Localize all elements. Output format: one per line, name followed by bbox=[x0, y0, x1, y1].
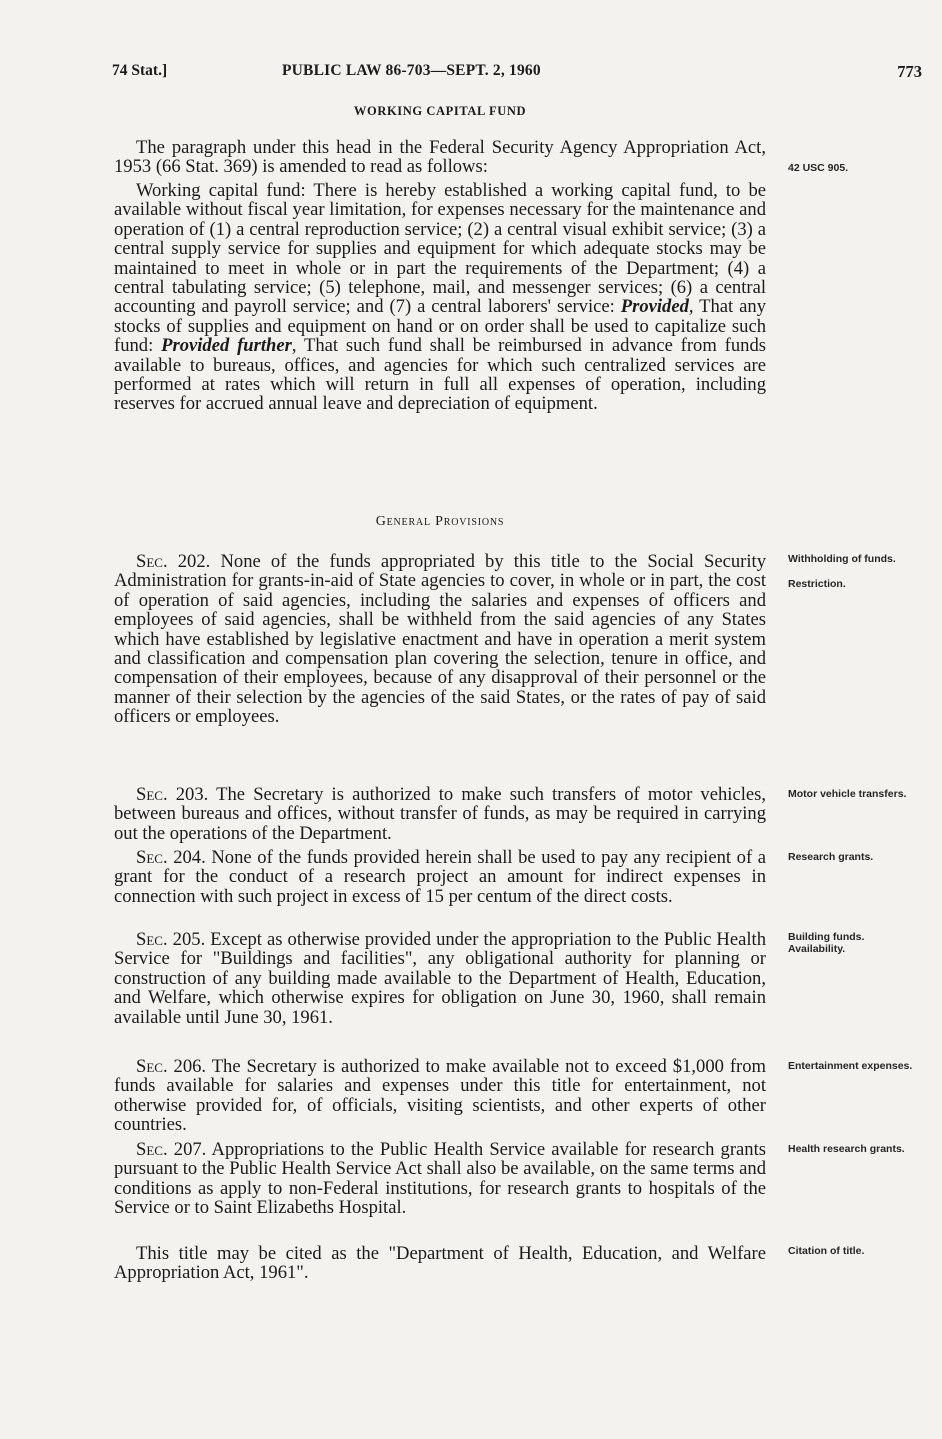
section-204 bbox=[114, 848, 766, 906]
page-number: 773 bbox=[897, 62, 922, 81]
section-202 bbox=[114, 552, 766, 727]
margin-note-restriction: Restriction. bbox=[788, 578, 846, 590]
wcf-text-c: , That such fund shall be reimbursed in advance from funds available to bureaus, offices, and agencies for which such centralized services are performed at rates which will return in full all expenses of operation, including reserves for accrued annual leave and depreciation of equipment. bbox=[114, 335, 766, 415]
page-header bbox=[112, 62, 922, 86]
margin-note-availability: Availability. bbox=[788, 943, 846, 955]
provided-term: Provided bbox=[620, 296, 689, 318]
margin-note-usc: 42 USC 905. bbox=[788, 162, 849, 174]
citation-paragraph: This title may be cited as the "Department of Health, Education, and Welfare Appropriation Act, 1961". bbox=[114, 1243, 766, 1284]
wcf-text-b: , That any stocks of supplies and equipment on hand or on order shall be used to capitalize such fund: bbox=[114, 296, 767, 357]
section-heading-working-capital-fund: WORKING CAPITAL FUND bbox=[353, 104, 527, 118]
section-207-text: Appropriations to the Public Health Service available for research grants pursuant to the Public Health Service Act shall also be available, on the same terms and conditions as apply to non-Federal institutions, for research grants to hospitals of the Service or to Saint Elizabeths Hospital. bbox=[114, 1139, 767, 1219]
margin-note-building-funds: Building funds. bbox=[788, 931, 865, 943]
section-204-text: None of the funds provided herein shall be used to pay any recipient of a grant for the conduct of a research project an amount for indirect expenses in connection with such project in excess of 15 per centum of the direct costs. bbox=[114, 847, 767, 907]
section-203 bbox=[114, 785, 766, 843]
margin-note-research-grants: Research grants. bbox=[788, 851, 874, 863]
section-206 bbox=[114, 1057, 766, 1135]
provided-further-term: Provided further bbox=[161, 335, 292, 357]
section-205-label: Sec. 205. bbox=[136, 929, 206, 950]
margin-note-motor-vehicle: Motor vehicle transfers. bbox=[788, 788, 907, 800]
margin-note-health-research: Health research grants. bbox=[788, 1143, 905, 1155]
volume-reference: 74 Stat.] bbox=[112, 62, 168, 79]
section-203-text: The Secretary is authorized to make such transfers of motor vehicles, between bureaus and offices, without transfer of funds, as may be required in carrying out the operations of the Department. bbox=[114, 784, 766, 844]
margin-note-citation: Citation of title. bbox=[788, 1245, 865, 1257]
margin-note-withholding: Withholding of funds. bbox=[788, 553, 896, 565]
section-heading-general-provisions: General Provisions bbox=[375, 514, 505, 529]
law-title: PUBLIC LAW 86-703—SEPT. 2, 1960 bbox=[282, 62, 541, 79]
section-205-text: Except as otherwise provided under the appropriation to the Public Health Service for "Buildings and facilities", any obligational authority for planning or construction of any building made available to the Department of Health, Education, and Welfare, which otherwise expires for obligation on June 30, 1960, shall remain available until June 30, 1961. bbox=[114, 929, 766, 1028]
paragraph-amendment: The paragraph under this head in the Federal Security Agency Appropriation Act, 1953 (66 Stat. 369) is amended to read as follows: bbox=[114, 137, 766, 178]
wcf-text-a: Working capital fund: There is hereby established a working capital fund, to be available without fiscal year limitation, for expenses necessary for the maintenance and operation of (1) a central reproduction service; (2) a central visual exhibit service; (3) a central supply service for supplies and equipment for which adequate stocks may be maintained to meet in whole or in part the requirements of the Department; (4) a central tabulating service; (5) telephone, mail, and messenger services; (6) a central accounting and payroll service; and (7) a central laborers' service: bbox=[114, 180, 766, 318]
section-203-label: Sec. 203. bbox=[136, 784, 209, 805]
section-206-text: The Secretary is authorized to make available not to exceed $1,000 from funds available for salaries and expenses under this title for entertainment, not otherwise provided for, of officials, visiting scientists, and other experts of other countries. bbox=[114, 1056, 766, 1136]
paragraph-working-capital-fund bbox=[114, 181, 766, 414]
section-202-label: Sec. 202. bbox=[136, 551, 211, 572]
section-202-text: None of the funds appropriated by this title to the Social Security Administration for grants-in-aid of State agencies to cover, in whole or in part, the cost of operation of said agencies, including the salaries and expenses of officers and employees of said agencies, shall be withheld from the said agencies of any States which have established by legislative enactment and have in operation a merit system and classification and compensation plan covering the selection, tenure in office, and compensation of their employees, because of any disapproval of their personnel or the manner of their selection by the agencies of the said States, or the rates of pay of said officers or employees. bbox=[114, 551, 767, 728]
margin-note-entertainment: Entertainment expenses. bbox=[788, 1060, 913, 1072]
section-207 bbox=[114, 1140, 766, 1218]
section-206-label: Sec. 206. bbox=[136, 1056, 207, 1077]
section-204-label: Sec. 204. bbox=[136, 847, 206, 868]
section-205 bbox=[114, 930, 766, 1027]
section-207-label: Sec. 207. bbox=[136, 1139, 207, 1160]
